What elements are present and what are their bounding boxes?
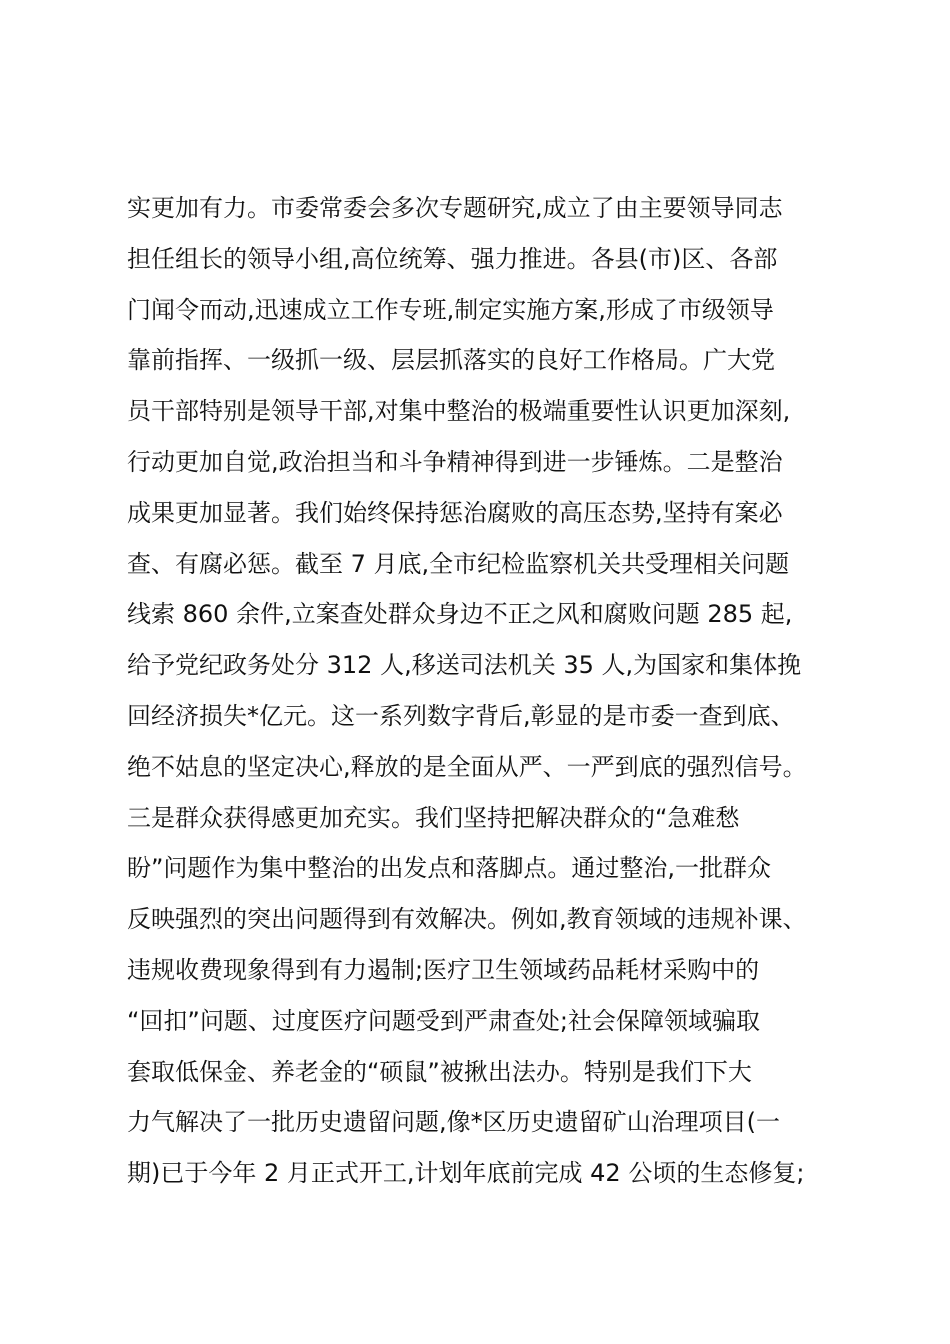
text-line: 回经济损失*亿元。这一系列数字背后,彰显的是市委一查到底、	[127, 701, 795, 730]
text-line: 查、有腐必惩。截至 7 月底,全市纪检监察机关共受理相关问题	[127, 549, 790, 578]
text-line: 力气解决了一批历史遗留问题,像*区历史遗留矿山治理项目(一	[127, 1108, 780, 1137]
text-line: 三是群众获得感更加充实。我们坚持把解决群众的“急难愁	[127, 803, 740, 832]
text-line: 线索 860 余件,立案查处群众身边不正之风和腐败问题 285 起,	[127, 600, 793, 629]
body-paragraph	[127, 183, 857, 1199]
text-line: 绝不姑息的坚定决心,释放的是全面从严、一严到底的强烈信号。	[127, 752, 807, 781]
text-line: 套取低保金、养老金的“硕鼠”被揪出法办。特别是我们下大	[127, 1057, 752, 1086]
text-line: “回扣”问题、过度医疗问题受到严肃查处;社会保障领域骗取	[127, 1006, 760, 1035]
text-line: 实更加有力。市委常委会多次专题研究,成立了由主要领导同志	[127, 194, 783, 222]
text-line: 员干部特别是领导干部,对集中整治的极端重要性认识更加深刻,	[127, 397, 791, 426]
text-line: 靠前指挥、一级抓一级、层层抓落实的良好工作格局。广大党	[127, 346, 775, 375]
text-line: 给予党纪政务处分 312 人,移送司法机关 35 人,为国家和集体挽	[127, 651, 802, 680]
text-line: 期)已于今年 2 月正式开工,计划年底前完成 42 公顷的生态修复;	[127, 1159, 805, 1188]
text-line: 成果更加显著。我们始终保持惩治腐败的高压态势,坚持有案必	[127, 498, 783, 527]
text-line: 盼”问题作为集中整治的出发点和落脚点。通过整治,一批群众	[127, 854, 772, 883]
text-line: 担任组长的领导小组,高位统筹、强力推进。各县(市)区、各部	[127, 244, 778, 273]
text-line: 反映强烈的突出问题得到有效解决。例如,教育领域的违规补课、	[127, 905, 807, 934]
text-line: 违规收费现象得到有力遏制;医疗卫生领域药品耗材采购中的	[127, 955, 760, 984]
text-line: 门闻令而动,迅速成立工作专班,制定实施方案,形成了市级领导	[127, 295, 774, 324]
text-line: 行动更加自觉,政治担当和斗争精神得到进一步锤炼。二是整治	[127, 447, 783, 476]
